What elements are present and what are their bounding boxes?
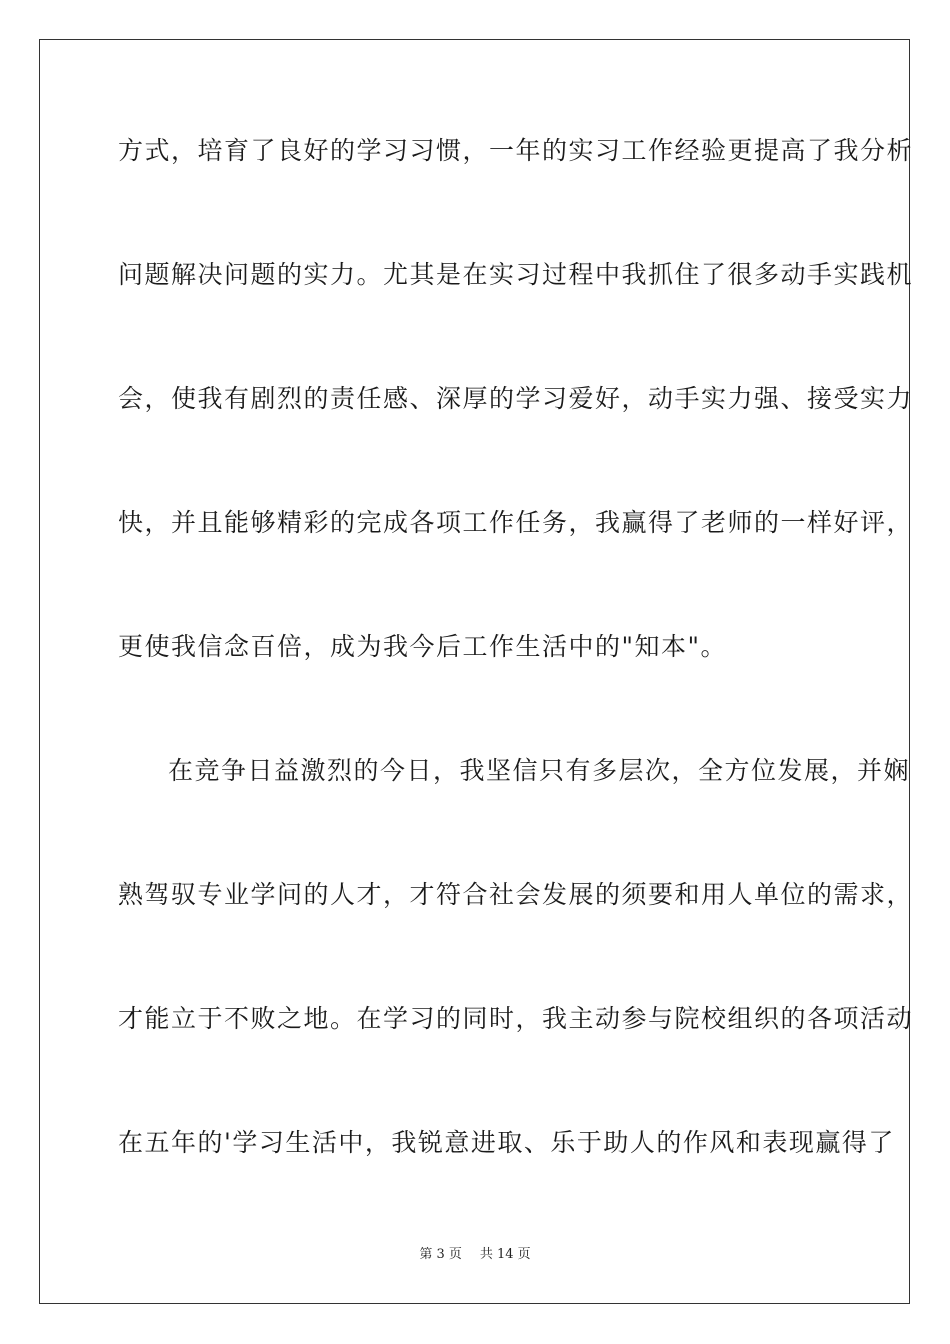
page-footer bbox=[0, 1247, 950, 1263]
paragraph-line: 会，使我有剧烈的责任感、深厚的学习爱好，动手实力强、接受实力 bbox=[118, 384, 914, 413]
paragraph-line: 在竞争日益激烈的今日，我坚信只有多层次，全方位发展，并娴 bbox=[168, 756, 911, 785]
page-border bbox=[39, 39, 914, 1304]
page-number: 第 3 页 bbox=[419, 1247, 462, 1262]
paragraph-line: 在五年的'学习生活中，我锐意进取、乐于助人的作风和表现赢得了 bbox=[118, 1128, 895, 1157]
paragraph-line: 问题解决问题的实力。尤其是在实习过程中我抓住了很多动手实践机 bbox=[118, 260, 914, 289]
paragraph-line: 更使我信念百倍，成为我今后工作生活中的"知本"。 bbox=[118, 632, 727, 661]
paragraph-line: 才能立于不败之地。在学习的同时，我主动参与院校组织的各项活动 bbox=[118, 1004, 914, 1033]
paragraph-line: 方式，培育了良好的学习习惯，一年的实习工作经验更提高了我分析 bbox=[118, 136, 914, 165]
paragraph-line: 熟驾驭专业学问的人才，才符合社会发展的须要和用人单位的需求， bbox=[118, 880, 914, 909]
page-total: 共 14 页 bbox=[479, 1247, 531, 1262]
paragraph-line: 快，并且能够精彩的完成各项工作任务，我赢得了老师的一样好评， bbox=[118, 508, 914, 537]
